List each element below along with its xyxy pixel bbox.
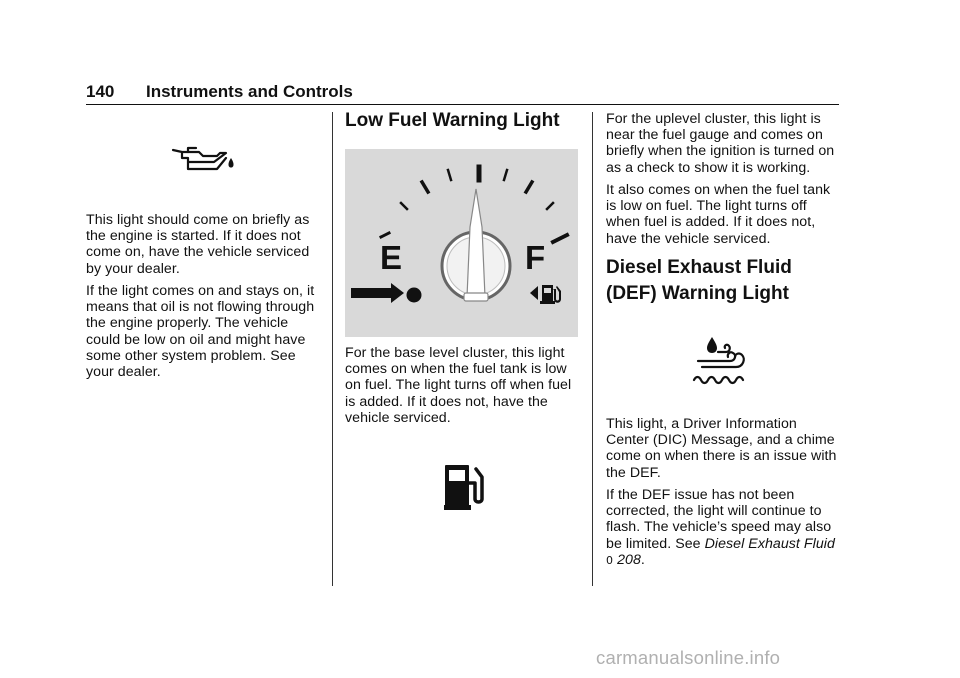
empty-label: E (380, 239, 403, 276)
fuel-pump-icon (444, 463, 488, 511)
text-line: some other system problem. See (86, 347, 296, 364)
text-line: the engine is started. If it does not (86, 228, 301, 245)
text-fragment: be limited. See (606, 535, 705, 552)
text-fragment: . (640, 551, 645, 568)
text-line: when fuel is added. If it does not, (606, 214, 816, 231)
text-line: It also comes on when the fuel tank (606, 182, 831, 198)
text-line: near the fuel gauge and comes on (606, 127, 823, 144)
text-line: If the light comes on and stays on, it (86, 283, 315, 299)
text-line: have the vehicle serviced. (606, 230, 771, 247)
text-line: is low on fuel. The light turns off (606, 198, 807, 215)
text-line: come on, have the vehicle serviced (86, 244, 310, 261)
low-fuel-paragraph-2 (606, 182, 830, 247)
def-paragraph-1 (606, 416, 836, 481)
watermark: carmanualsonline.info (596, 647, 781, 668)
fuel-gauge-image (345, 149, 578, 337)
text-line: For the uplevel cluster, this light is (606, 111, 821, 127)
text-line: the DEF. (606, 464, 661, 481)
text-line: This light should come on briefly as (86, 212, 310, 228)
def-heading (606, 255, 792, 307)
text-line: on fuel. The light turns off when fuel (345, 377, 572, 394)
page-reference: 208 (617, 551, 641, 568)
text-line: If the DEF issue has not been (606, 487, 795, 503)
column-divider-left (332, 112, 333, 586)
full-label: F (525, 239, 546, 276)
oil-light-paragraph-1 (86, 212, 309, 277)
heading-line: (DEF) Warning Light (606, 283, 789, 304)
page-number: 140 (86, 82, 115, 101)
low-fuel-heading: Low Fuel Warning Light (345, 110, 560, 131)
oil-light-paragraph-2 (86, 283, 314, 380)
heading-line: Diesel Exhaust Fluid (606, 257, 792, 278)
text-line: comes on when the fuel tank is low (345, 361, 567, 378)
text-line: the engine properly. The vehicle (86, 315, 289, 332)
uplevel-paragraph (606, 111, 834, 176)
text-line: This light, a Driver Information (606, 416, 797, 432)
text-line: For the base level cluster, this light (345, 345, 565, 361)
text-line: is added. If it does not, have the (345, 393, 548, 410)
text-line: could be low on oil and might have (86, 331, 306, 348)
def-paragraph-2 (606, 487, 835, 569)
cross-reference-page[interactable] (606, 552, 835, 569)
text-line: Center (DIC) Message, and a chime (606, 432, 835, 449)
text-line: briefly when the ignition is turned on (606, 143, 835, 160)
def-warning-icon (690, 335, 750, 387)
low-fuel-paragraph-1 (345, 345, 571, 426)
text-line: vehicle serviced. (345, 409, 451, 426)
text-line: come on when there is an issue with (606, 448, 837, 465)
column-divider-right (592, 112, 593, 586)
section-title: Instruments and Controls (146, 82, 353, 101)
text-line: by your dealer. (86, 260, 180, 277)
text-line: your dealer. (86, 364, 161, 381)
text-line: corrected, the light will continue to (606, 503, 822, 520)
text-line (606, 536, 835, 552)
text-line: as a check to show it is working. (606, 159, 811, 176)
oil-pressure-icon (170, 140, 236, 172)
text-line: means that oil is not flowing through (86, 299, 315, 316)
page-header (86, 82, 839, 105)
cross-reference-link[interactable]: Diesel Exhaust Fluid (704, 535, 835, 552)
text-line: flash. The vehicle’s speed may also (606, 519, 832, 536)
page-symbol: 0 (606, 553, 614, 567)
